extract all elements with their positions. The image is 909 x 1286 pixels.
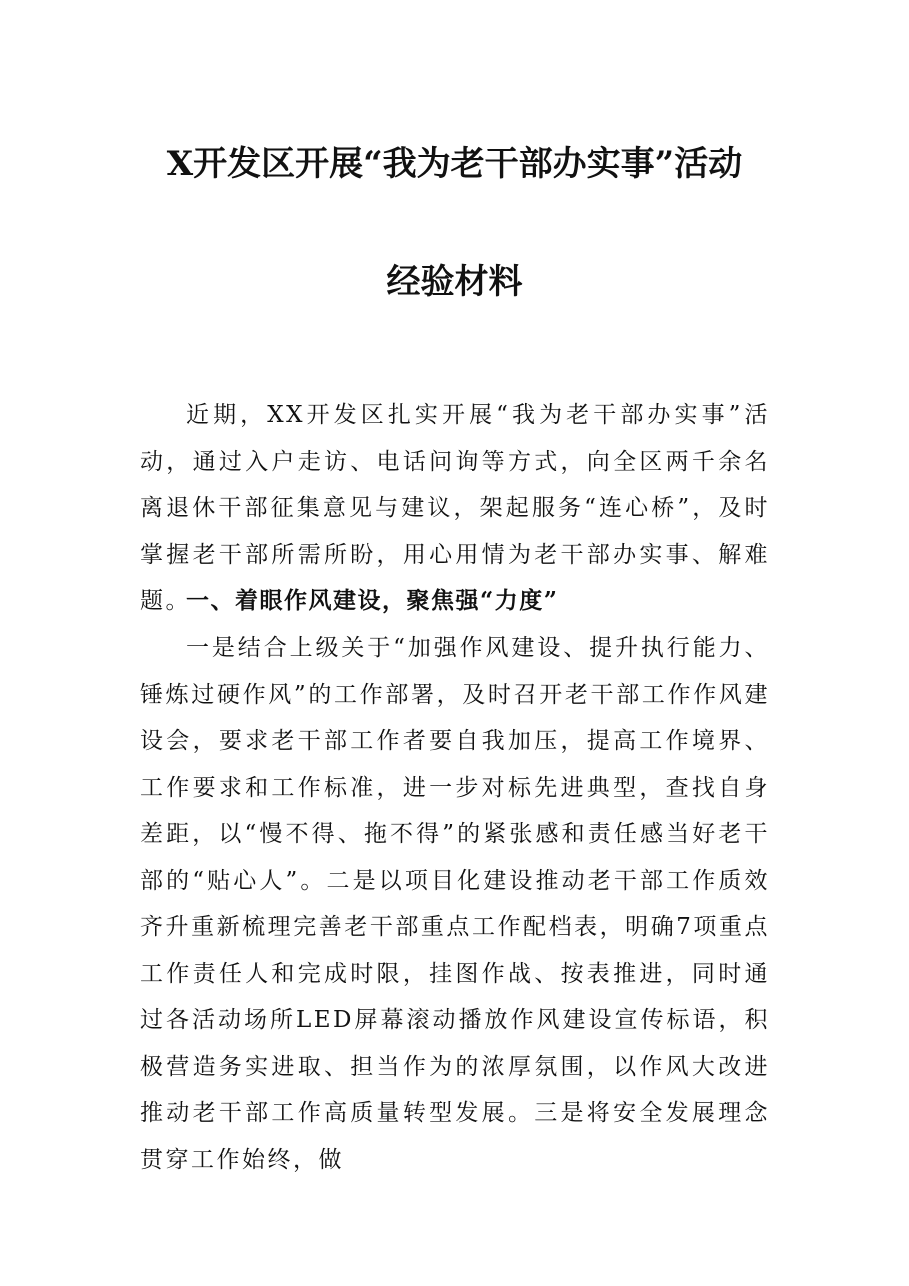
- document-title-line-1: X开发区开展“我为老干部办实事”活动: [166, 144, 743, 184]
- intro-paragraph: 近期，XX开发区扎实开展“我为老干部办实事”活动，通过入户走访、电话问询等方式，向全区两千余名离退休干部征集意见与建议，架起服务“连心桥”，及时掌握老干部所需所盼，用心用情为老干部办实事、解难题。: [140, 402, 770, 614]
- document-title-line-2: 经验材料: [386, 262, 523, 302]
- body-paragraph: 一是结合上级关于“加强作风建设、提升执行能力、锤炼过硬作风”的工作部署，及时召开老干部工作作风建设会，要求老干部工作者要自我加压，提高工作境界、工作要求和工作标准，进一步对标先进典型，查找自身差距，以“慢不得、拖不得”的紧张感和责任感当好老干部的“贴心人”。二是以项目化建设推动老干部工作质效齐升重新梳理完善老干部重点工作配档表，明确7项重点工作责任人和完成时限，挂图作战、按表推进，同时通过各活动场所LED屏幕滚动播放作风建设宣传标语，积极营造务实进取、担当作为的浓厚氛围，以作风大改进推动老干部工作高质量转型发展。三是将安全发展理念贯穿工作始终，做: [140, 635, 770, 1173]
- section-heading: 一、着眼作风建设，聚焦强“力度”: [186, 587, 559, 614]
